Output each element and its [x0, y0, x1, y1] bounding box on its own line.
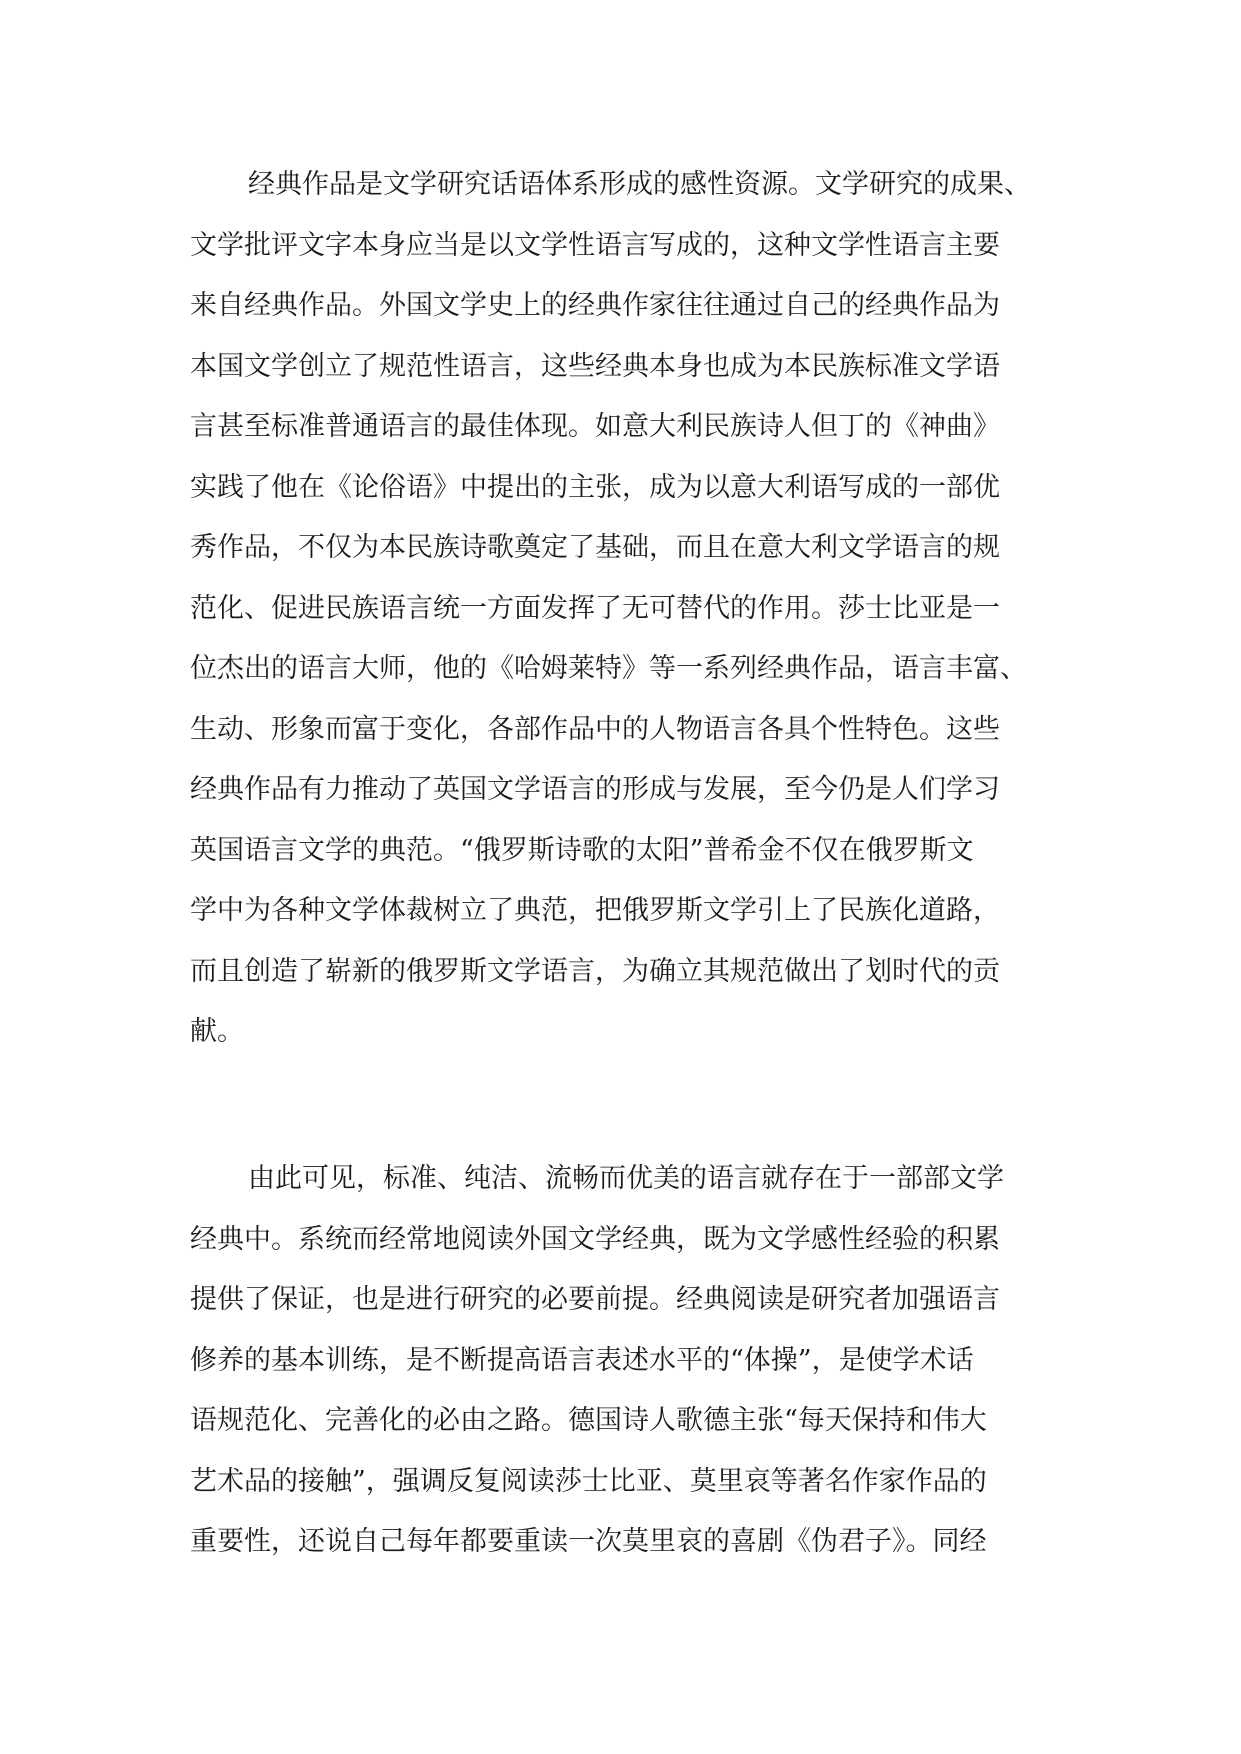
paragraph-line: 献。	[190, 1016, 244, 1047]
paragraph-line: 实践了他在《论俗语》中提出的主张，成为以意大利语写成的一部优	[190, 471, 1000, 503]
paragraph-line: 经典中。系统而经常地阅读外国文学经典，既为文学感性经验的积累	[190, 1223, 1000, 1255]
paragraph-line: 而且创造了崭新的俄罗斯文学语言，为确立其规范做出了划时代的贡	[190, 955, 1000, 987]
paragraph-line: 英国语言文学的典范。“俄罗斯诗歌的太阳”普希金不仅在俄罗斯文	[190, 834, 974, 866]
paragraph-line: 艺术品的接触”，强调反复阅读莎士比亚、莫里哀等著名作家作品的	[190, 1465, 987, 1497]
paragraph-line: 生动、形象而富于变化，各部作品中的人物语言各具个性特色。这些	[190, 713, 1000, 745]
paragraph-line: 范化、促进民族语言统一方面发挥了无可替代的作用。莎士比亚是一	[190, 592, 1000, 624]
paragraph-line: 位杰出的语言大师，他的《哈姆莱特》等一系列经典作品，语言丰富、	[190, 653, 1027, 684]
paragraph-2	[190, 1149, 1070, 1573]
paragraph-line: 重要性，还说自己每年都要重读一次莫里哀的喜剧《伪君子》。同经	[190, 1526, 987, 1557]
paragraph-line: 修养的基本训练，是不断提高语言表述水平的“体操”，是使学术话	[190, 1344, 974, 1376]
paragraph-line: 语规范化、完善化的必由之路。德国诗人歌德主张“每天保持和伟大	[190, 1405, 987, 1436]
paragraph-line: 经典作品是文学研究话语体系形成的感性资源。文学研究的成果、	[248, 169, 1031, 200]
paragraph-line: 提供了保证，也是进行研究的必要前提。经典阅读是研究者加强语言	[190, 1284, 1000, 1315]
paragraph-line: 经典作品有力推动了英国文学语言的形成与发展，至今仍是人们学习	[190, 774, 1000, 805]
paragraph-line: 来自经典作品。外国文学史上的经典作家往往通过自己的经典作品为	[190, 290, 1000, 321]
paragraph-line: 由此可见，标准、纯洁、流畅而优美的语言就存在于一部部文学	[248, 1163, 1004, 1194]
paragraph-1	[190, 155, 1070, 1063]
paragraph-line: 学中为各种文学体裁树立了典范，把俄罗斯文学引上了民族化道路，	[190, 895, 1000, 926]
paragraph-line: 言甚至标准普通语言的最佳体现。如意大利民族诗人但丁的《神曲》	[190, 411, 1000, 442]
paragraph-line: 本国文学创立了规范性语言，这些经典本身也成为本民族标准文学语	[190, 350, 1000, 382]
paragraph-line: 文学批评文字本身应当是以文学性语言写成的，这种文学性语言主要	[190, 229, 1000, 261]
paragraph-line: 秀作品，不仅为本民族诗歌奠定了基础，而且在意大利文学语言的规	[190, 532, 1000, 563]
